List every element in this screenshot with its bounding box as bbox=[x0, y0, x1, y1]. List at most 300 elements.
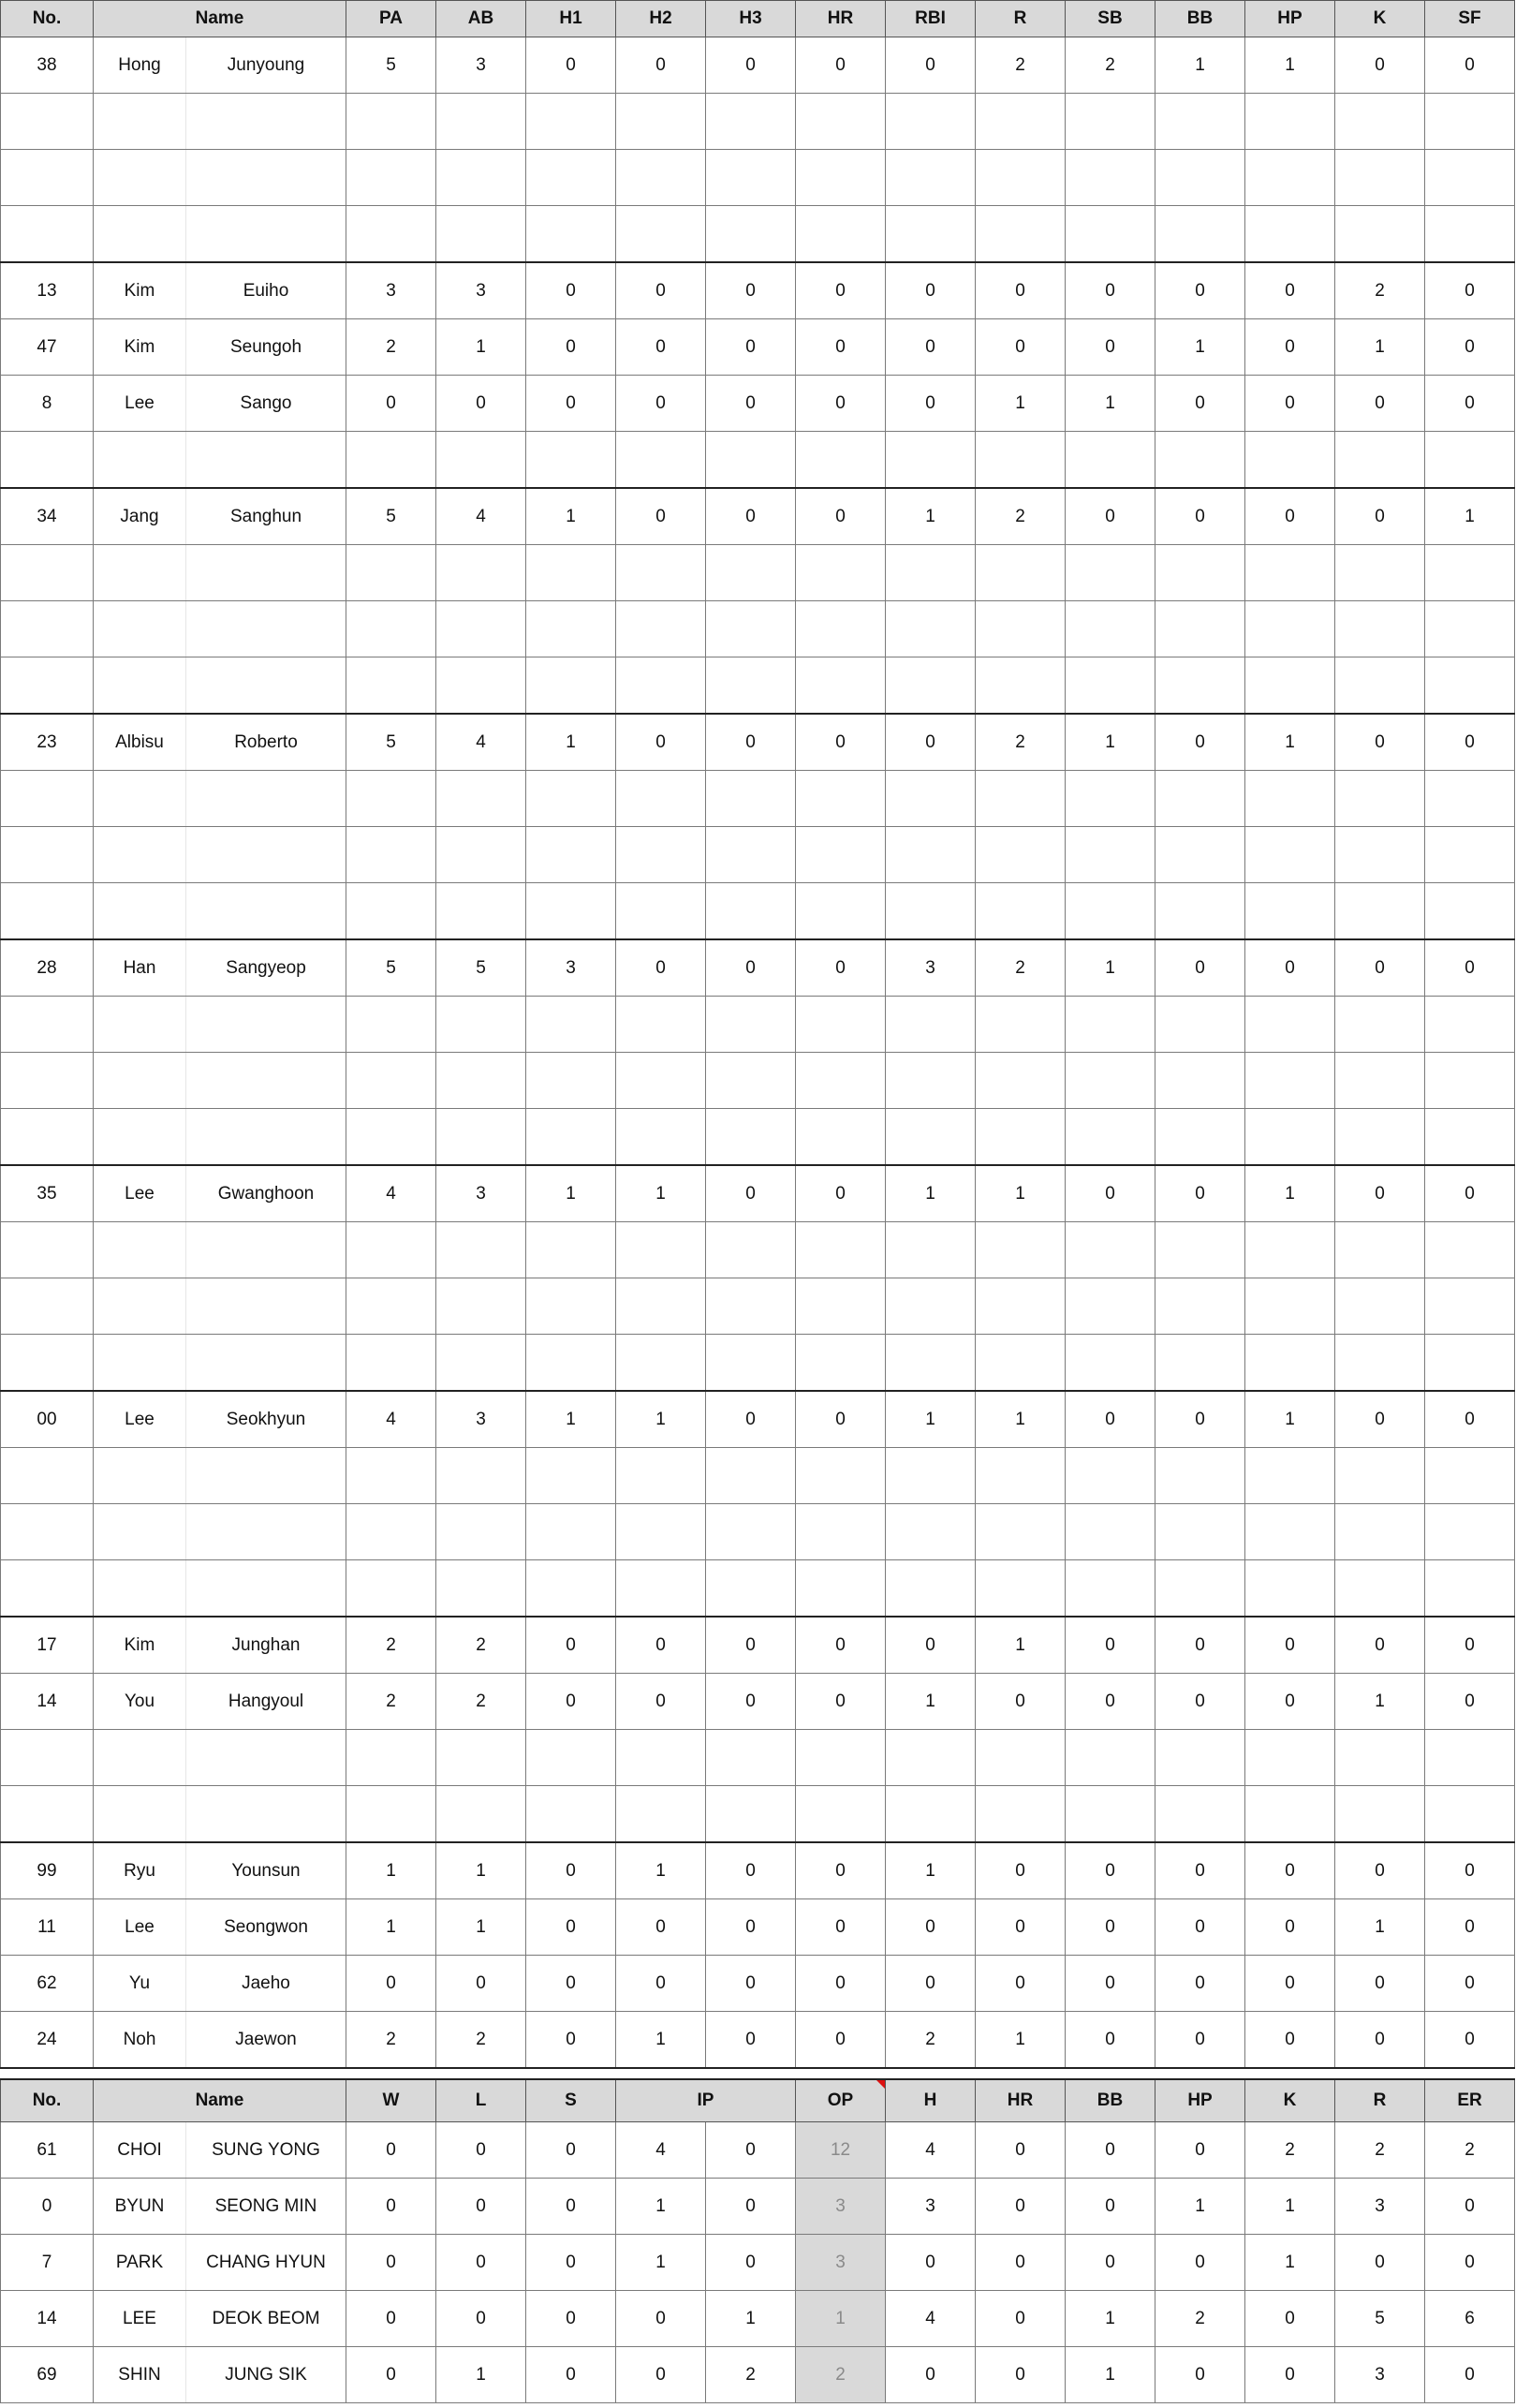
stat-cell[interactable]: 0 bbox=[706, 1899, 796, 1956]
stat-cell[interactable] bbox=[436, 206, 526, 263]
stat-cell[interactable]: 0 bbox=[1155, 488, 1245, 545]
player-lastname-cell[interactable]: Lee bbox=[94, 1391, 186, 1448]
stat-cell[interactable]: 0 bbox=[1425, 1391, 1515, 1448]
stat-cell[interactable] bbox=[706, 883, 796, 940]
stat-cell[interactable]: 0 bbox=[1245, 488, 1335, 545]
player-lastname-cell[interactable]: Ryu bbox=[94, 1842, 186, 1899]
player-firstname-cell[interactable]: Sanghun bbox=[186, 488, 346, 545]
stat-cell[interactable] bbox=[976, 827, 1066, 883]
stat-cell[interactable] bbox=[436, 1335, 526, 1392]
stat-cell[interactable] bbox=[886, 1730, 976, 1786]
stat-cell[interactable]: 1 bbox=[886, 488, 976, 545]
stat-cell[interactable]: 1 bbox=[1245, 714, 1335, 771]
stat-cell[interactable]: 0 bbox=[1425, 1617, 1515, 1674]
stat-cell[interactable] bbox=[1155, 997, 1245, 1053]
player-firstname-cell[interactable] bbox=[186, 545, 346, 601]
stat-cell[interactable]: 0 bbox=[706, 2012, 796, 2069]
player-firstname-cell[interactable] bbox=[186, 1730, 346, 1786]
stat-cell[interactable] bbox=[1425, 94, 1515, 150]
stat-cell[interactable] bbox=[1155, 1730, 1245, 1786]
stat-cell[interactable] bbox=[1066, 150, 1155, 206]
stat-cell[interactable] bbox=[526, 771, 616, 827]
stat-cell[interactable] bbox=[706, 206, 796, 263]
stat-cell[interactable]: 2 bbox=[976, 939, 1066, 997]
stat-cell[interactable] bbox=[616, 883, 706, 940]
pitching-header-op[interactable] bbox=[796, 2079, 886, 2122]
player-number-cell[interactable] bbox=[1, 150, 94, 206]
stat-cell[interactable]: 0 bbox=[796, 2012, 886, 2069]
stat-cell[interactable] bbox=[706, 1504, 796, 1560]
stat-cell[interactable]: 0 bbox=[706, 1674, 796, 1730]
stat-cell[interactable] bbox=[526, 545, 616, 601]
stat-cell[interactable]: 0 bbox=[1425, 319, 1515, 376]
stat-cell[interactable]: 0 bbox=[616, 37, 706, 94]
stat-cell[interactable]: 1 bbox=[526, 1391, 616, 1448]
stat-cell[interactable]: 0 bbox=[1245, 376, 1335, 432]
stat-cell[interactable]: 0 bbox=[616, 714, 706, 771]
pitcher-firstname-cell[interactable]: JUNG SIK bbox=[186, 2347, 346, 2403]
stat-cell[interactable] bbox=[1425, 997, 1515, 1053]
stat-cell[interactable] bbox=[1155, 771, 1245, 827]
stat-cell[interactable] bbox=[976, 1222, 1066, 1278]
stat-cell[interactable] bbox=[1425, 883, 1515, 940]
stat-cell[interactable]: 1 bbox=[1245, 2179, 1335, 2235]
stat-cell[interactable] bbox=[1066, 432, 1155, 489]
stat-cell[interactable]: 1 bbox=[526, 714, 616, 771]
stat-cell[interactable] bbox=[706, 1109, 796, 1166]
stat-cell[interactable]: 0 bbox=[1066, 1617, 1155, 1674]
stat-cell[interactable] bbox=[1335, 94, 1425, 150]
stat-cell[interactable]: 3 bbox=[436, 1165, 526, 1222]
pitching-header-hp[interactable] bbox=[1155, 2079, 1245, 2122]
stat-cell[interactable] bbox=[436, 1222, 526, 1278]
stat-cell[interactable] bbox=[796, 206, 886, 263]
stat-cell[interactable]: 2 bbox=[976, 488, 1066, 545]
stat-cell[interactable] bbox=[616, 1109, 706, 1166]
stat-cell[interactable]: 2 bbox=[976, 37, 1066, 94]
stat-cell[interactable]: 2 bbox=[1155, 2291, 1245, 2347]
stat-cell[interactable]: 1 bbox=[1245, 1391, 1335, 1448]
stat-cell[interactable]: 0 bbox=[706, 714, 796, 771]
player-number-cell[interactable] bbox=[1, 883, 94, 940]
stat-cell[interactable]: 0 bbox=[436, 2235, 526, 2291]
player-lastname-cell[interactable] bbox=[94, 601, 186, 657]
stat-cell[interactable]: 0 bbox=[1155, 376, 1245, 432]
stat-cell[interactable] bbox=[1245, 657, 1335, 715]
stat-cell[interactable]: 0 bbox=[1335, 37, 1425, 94]
player-number-cell[interactable]: 62 bbox=[1, 1956, 94, 2012]
stat-cell[interactable]: 0 bbox=[976, 1674, 1066, 1730]
stat-cell[interactable]: 0 bbox=[526, 319, 616, 376]
stat-cell[interactable]: 0 bbox=[706, 319, 796, 376]
batting-header-no[interactable]: No. bbox=[1, 1, 94, 37]
stat-cell[interactable] bbox=[706, 1786, 796, 1843]
stat-cell[interactable]: 5 bbox=[346, 939, 436, 997]
batting-header-bb[interactable]: BB bbox=[1155, 1, 1245, 37]
player-firstname-cell[interactable] bbox=[186, 1560, 346, 1618]
pitching-header-r[interactable] bbox=[1335, 2079, 1425, 2122]
pitching-header-w[interactable] bbox=[346, 2079, 436, 2122]
player-lastname-cell[interactable]: Hong bbox=[94, 37, 186, 94]
stat-cell[interactable]: 0 bbox=[1335, 1165, 1425, 1222]
stat-cell[interactable] bbox=[436, 883, 526, 940]
stat-cell[interactable]: 0 bbox=[886, 2347, 976, 2403]
stat-cell[interactable]: 1 bbox=[616, 1165, 706, 1222]
stat-cell[interactable] bbox=[706, 1222, 796, 1278]
stat-cell[interactable]: 4 bbox=[886, 2291, 976, 2347]
stat-cell[interactable] bbox=[1335, 1053, 1425, 1109]
stat-cell[interactable] bbox=[526, 206, 616, 263]
stat-cell[interactable]: 1 bbox=[886, 1165, 976, 1222]
player-number-cell[interactable]: 38 bbox=[1, 37, 94, 94]
player-firstname-cell[interactable] bbox=[186, 1786, 346, 1843]
stat-cell[interactable] bbox=[436, 771, 526, 827]
stat-cell[interactable] bbox=[706, 771, 796, 827]
batting-header-pa[interactable]: PA bbox=[346, 1, 436, 37]
stat-cell[interactable] bbox=[976, 1109, 1066, 1166]
stat-cell[interactable] bbox=[706, 432, 796, 489]
stat-cell[interactable] bbox=[1245, 1335, 1335, 1392]
stat-cell[interactable] bbox=[1335, 771, 1425, 827]
stat-cell[interactable] bbox=[886, 657, 976, 715]
pitching-header-bb[interactable] bbox=[1066, 2079, 1155, 2122]
stat-cell[interactable] bbox=[436, 1278, 526, 1335]
stat-cell[interactable] bbox=[526, 1222, 616, 1278]
batting-header-name[interactable]: Name bbox=[94, 1, 346, 37]
op-cell[interactable]: 1 bbox=[796, 2291, 886, 2347]
stat-cell[interactable] bbox=[1245, 432, 1335, 489]
stat-cell[interactable]: 0 bbox=[796, 1899, 886, 1956]
stat-cell[interactable] bbox=[436, 1730, 526, 1786]
stat-cell[interactable]: 1 bbox=[976, 1165, 1066, 1222]
batting-header-hr[interactable]: HR bbox=[796, 1, 886, 37]
player-lastname-cell[interactable] bbox=[94, 1560, 186, 1618]
stat-cell[interactable]: 3 bbox=[886, 939, 976, 997]
stat-cell[interactable] bbox=[886, 1560, 976, 1618]
stat-cell[interactable]: 0 bbox=[886, 262, 976, 319]
stat-cell[interactable]: 2 bbox=[1335, 262, 1425, 319]
stat-cell[interactable]: 0 bbox=[1425, 1165, 1515, 1222]
stat-cell[interactable]: 2 bbox=[1245, 2122, 1335, 2179]
stat-cell[interactable]: 0 bbox=[616, 488, 706, 545]
stat-cell[interactable] bbox=[976, 601, 1066, 657]
batting-header-k[interactable]: K bbox=[1335, 1, 1425, 37]
stat-cell[interactable] bbox=[1066, 545, 1155, 601]
stat-cell[interactable] bbox=[1245, 94, 1335, 150]
player-firstname-cell[interactable] bbox=[186, 1222, 346, 1278]
stat-cell[interactable] bbox=[796, 1335, 886, 1392]
stat-cell[interactable]: 0 bbox=[616, 939, 706, 997]
stat-cell[interactable]: 0 bbox=[1245, 262, 1335, 319]
player-number-cell[interactable] bbox=[1, 206, 94, 263]
stat-cell[interactable] bbox=[346, 1786, 436, 1843]
stat-cell[interactable]: 1 bbox=[1066, 714, 1155, 771]
stat-cell[interactable] bbox=[886, 1109, 976, 1166]
stat-cell[interactable] bbox=[346, 1504, 436, 1560]
player-number-cell[interactable]: 24 bbox=[1, 2012, 94, 2069]
stat-cell[interactable]: 3 bbox=[346, 262, 436, 319]
stat-cell[interactable] bbox=[1066, 1504, 1155, 1560]
op-cell[interactable]: 3 bbox=[796, 2235, 886, 2291]
player-lastname-cell[interactable] bbox=[94, 1278, 186, 1335]
stat-cell[interactable] bbox=[436, 1109, 526, 1166]
stat-cell[interactable] bbox=[796, 545, 886, 601]
stat-cell[interactable]: 0 bbox=[1066, 262, 1155, 319]
player-firstname-cell[interactable] bbox=[186, 1335, 346, 1392]
batting-header-sf[interactable]: SF bbox=[1425, 1, 1515, 37]
stat-cell[interactable]: 0 bbox=[706, 2122, 796, 2179]
stat-cell[interactable] bbox=[1335, 1109, 1425, 1166]
player-number-cell[interactable] bbox=[1, 657, 94, 715]
stat-cell[interactable]: 0 bbox=[1245, 319, 1335, 376]
stat-cell[interactable] bbox=[1425, 432, 1515, 489]
stat-cell[interactable]: 3 bbox=[436, 37, 526, 94]
stat-cell[interactable] bbox=[1245, 1786, 1335, 1843]
stat-cell[interactable] bbox=[1155, 1109, 1245, 1166]
stat-cell[interactable]: 0 bbox=[886, 1899, 976, 1956]
stat-cell[interactable] bbox=[616, 206, 706, 263]
player-firstname-cell[interactable]: Jaeho bbox=[186, 1956, 346, 2012]
stat-cell[interactable] bbox=[526, 1109, 616, 1166]
player-lastname-cell[interactable] bbox=[94, 827, 186, 883]
stat-cell[interactable] bbox=[886, 771, 976, 827]
player-firstname-cell[interactable]: Seungoh bbox=[186, 319, 346, 376]
stat-cell[interactable] bbox=[1066, 1109, 1155, 1166]
stat-cell[interactable]: 0 bbox=[706, 939, 796, 997]
stat-cell[interactable] bbox=[436, 94, 526, 150]
stat-cell[interactable] bbox=[886, 1278, 976, 1335]
stat-cell[interactable] bbox=[526, 1786, 616, 1843]
stat-cell[interactable] bbox=[346, 1560, 436, 1618]
stat-cell[interactable]: 0 bbox=[1425, 1899, 1515, 1956]
stat-cell[interactable]: 0 bbox=[976, 2235, 1066, 2291]
player-firstname-cell[interactable]: Junghan bbox=[186, 1617, 346, 1674]
stat-cell[interactable]: 0 bbox=[1335, 488, 1425, 545]
player-lastname-cell[interactable] bbox=[94, 545, 186, 601]
stat-cell[interactable]: 1 bbox=[436, 319, 526, 376]
stat-cell[interactable]: 2 bbox=[436, 2012, 526, 2069]
stat-cell[interactable]: 0 bbox=[1155, 1674, 1245, 1730]
player-lastname-cell[interactable]: Lee bbox=[94, 376, 186, 432]
stat-cell[interactable]: 0 bbox=[1066, 1842, 1155, 1899]
stat-cell[interactable] bbox=[886, 883, 976, 940]
stat-cell[interactable] bbox=[1425, 1053, 1515, 1109]
stat-cell[interactable] bbox=[616, 94, 706, 150]
stat-cell[interactable]: 5 bbox=[346, 714, 436, 771]
stat-cell[interactable]: 0 bbox=[1335, 714, 1425, 771]
stat-cell[interactable]: 0 bbox=[526, 1842, 616, 1899]
player-firstname-cell[interactable] bbox=[186, 1448, 346, 1504]
stat-cell[interactable] bbox=[616, 1222, 706, 1278]
pitcher-number-cell[interactable]: 69 bbox=[1, 2347, 94, 2403]
stat-cell[interactable] bbox=[1245, 1222, 1335, 1278]
stat-cell[interactable]: 3 bbox=[436, 262, 526, 319]
stat-cell[interactable] bbox=[1155, 1053, 1245, 1109]
player-lastname-cell[interactable] bbox=[94, 1786, 186, 1843]
player-lastname-cell[interactable]: Jang bbox=[94, 488, 186, 545]
stat-cell[interactable]: 0 bbox=[796, 376, 886, 432]
stat-cell[interactable] bbox=[976, 150, 1066, 206]
stat-cell[interactable]: 0 bbox=[1066, 1391, 1155, 1448]
stat-cell[interactable]: 0 bbox=[796, 319, 886, 376]
stat-cell[interactable]: 0 bbox=[1245, 1956, 1335, 2012]
stat-cell[interactable]: 0 bbox=[706, 1391, 796, 1448]
player-number-cell[interactable] bbox=[1, 771, 94, 827]
stat-cell[interactable]: 0 bbox=[1066, 1899, 1155, 1956]
stat-cell[interactable] bbox=[1155, 1335, 1245, 1392]
stat-cell[interactable]: 0 bbox=[1066, 2179, 1155, 2235]
stat-cell[interactable]: 0 bbox=[1425, 1956, 1515, 2012]
stat-cell[interactable] bbox=[1335, 1448, 1425, 1504]
player-firstname-cell[interactable]: Gwanghoon bbox=[186, 1165, 346, 1222]
stat-cell[interactable] bbox=[706, 1448, 796, 1504]
player-lastname-cell[interactable]: Kim bbox=[94, 319, 186, 376]
stat-cell[interactable] bbox=[526, 1560, 616, 1618]
stat-cell[interactable] bbox=[346, 1222, 436, 1278]
stat-cell[interactable] bbox=[796, 1786, 886, 1843]
stat-cell[interactable]: 1 bbox=[616, 1842, 706, 1899]
stat-cell[interactable] bbox=[526, 1504, 616, 1560]
stat-cell[interactable]: 0 bbox=[1066, 319, 1155, 376]
stat-cell[interactable] bbox=[1155, 432, 1245, 489]
stat-cell[interactable] bbox=[796, 827, 886, 883]
stat-cell[interactable] bbox=[346, 432, 436, 489]
stat-cell[interactable] bbox=[1245, 206, 1335, 263]
stat-cell[interactable]: 3 bbox=[526, 939, 616, 997]
stat-cell[interactable] bbox=[346, 206, 436, 263]
stat-cell[interactable]: 0 bbox=[706, 1842, 796, 1899]
stat-cell[interactable]: 2 bbox=[976, 714, 1066, 771]
player-lastname-cell[interactable]: Albisu bbox=[94, 714, 186, 771]
stat-cell[interactable]: 0 bbox=[346, 2235, 436, 2291]
pitching-header-hr[interactable] bbox=[976, 2079, 1066, 2122]
stat-cell[interactable] bbox=[886, 150, 976, 206]
stat-cell[interactable] bbox=[1425, 1448, 1515, 1504]
stat-cell[interactable]: 0 bbox=[886, 1956, 976, 2012]
stat-cell[interactable]: 0 bbox=[1425, 2235, 1515, 2291]
stat-cell[interactable] bbox=[796, 94, 886, 150]
player-lastname-cell[interactable] bbox=[94, 432, 186, 489]
stat-cell[interactable] bbox=[1066, 657, 1155, 715]
stat-cell[interactable] bbox=[1245, 1560, 1335, 1618]
stat-cell[interactable]: 0 bbox=[1155, 2347, 1245, 2403]
stat-cell[interactable] bbox=[346, 827, 436, 883]
stat-cell[interactable] bbox=[346, 883, 436, 940]
player-firstname-cell[interactable]: Junyoung bbox=[186, 37, 346, 94]
player-number-cell[interactable] bbox=[1, 1504, 94, 1560]
stat-cell[interactable] bbox=[1425, 206, 1515, 263]
stat-cell[interactable] bbox=[1066, 206, 1155, 263]
stat-cell[interactable] bbox=[436, 545, 526, 601]
player-lastname-cell[interactable] bbox=[94, 1504, 186, 1560]
stat-cell[interactable] bbox=[1155, 545, 1245, 601]
stat-cell[interactable]: 0 bbox=[796, 939, 886, 997]
stat-cell[interactable] bbox=[796, 1504, 886, 1560]
stat-cell[interactable]: 0 bbox=[796, 1842, 886, 1899]
stat-cell[interactable] bbox=[706, 827, 796, 883]
batting-header-h1[interactable]: H1 bbox=[526, 1, 616, 37]
stat-cell[interactable] bbox=[616, 1560, 706, 1618]
player-number-cell[interactable] bbox=[1, 432, 94, 489]
stat-cell[interactable] bbox=[1335, 1222, 1425, 1278]
stat-cell[interactable] bbox=[886, 1786, 976, 1843]
stat-cell[interactable]: 2 bbox=[436, 1674, 526, 1730]
stat-cell[interactable]: 0 bbox=[1425, 376, 1515, 432]
player-number-cell[interactable] bbox=[1, 1448, 94, 1504]
stat-cell[interactable] bbox=[706, 545, 796, 601]
stat-cell[interactable]: 0 bbox=[1245, 1899, 1335, 1956]
stat-cell[interactable] bbox=[976, 1448, 1066, 1504]
stat-cell[interactable] bbox=[976, 657, 1066, 715]
player-number-cell[interactable]: 11 bbox=[1, 1899, 94, 1956]
stat-cell[interactable] bbox=[1335, 827, 1425, 883]
stat-cell[interactable] bbox=[436, 1448, 526, 1504]
stat-cell[interactable] bbox=[1155, 883, 1245, 940]
stat-cell[interactable] bbox=[616, 1053, 706, 1109]
stat-cell[interactable]: 3 bbox=[886, 2179, 976, 2235]
stat-cell[interactable]: 0 bbox=[616, 2291, 706, 2347]
stat-cell[interactable] bbox=[976, 1278, 1066, 1335]
stat-cell[interactable]: 2 bbox=[1066, 37, 1155, 94]
player-number-cell[interactable] bbox=[1, 1222, 94, 1278]
stat-cell[interactable]: 0 bbox=[976, 2179, 1066, 2235]
stat-cell[interactable]: 2 bbox=[346, 1674, 436, 1730]
stat-cell[interactable] bbox=[886, 827, 976, 883]
stat-cell[interactable] bbox=[1066, 1560, 1155, 1618]
stat-cell[interactable]: 0 bbox=[1155, 714, 1245, 771]
stat-cell[interactable]: 0 bbox=[706, 262, 796, 319]
stat-cell[interactable]: 0 bbox=[706, 1617, 796, 1674]
player-number-cell[interactable] bbox=[1, 827, 94, 883]
stat-cell[interactable]: 1 bbox=[976, 2012, 1066, 2069]
stat-cell[interactable]: 2 bbox=[346, 1617, 436, 1674]
player-number-cell[interactable]: 34 bbox=[1, 488, 94, 545]
stat-cell[interactable] bbox=[1155, 1278, 1245, 1335]
stat-cell[interactable]: 0 bbox=[1155, 1617, 1245, 1674]
stat-cell[interactable]: 0 bbox=[1335, 1617, 1425, 1674]
stat-cell[interactable]: 0 bbox=[1335, 1842, 1425, 1899]
stat-cell[interactable]: 0 bbox=[346, 2347, 436, 2403]
player-lastname-cell[interactable] bbox=[94, 1222, 186, 1278]
stat-cell[interactable] bbox=[616, 1786, 706, 1843]
stat-cell[interactable] bbox=[346, 997, 436, 1053]
stat-cell[interactable]: 0 bbox=[1155, 2235, 1245, 2291]
batting-header-h2[interactable]: H2 bbox=[616, 1, 706, 37]
stat-cell[interactable] bbox=[976, 1730, 1066, 1786]
stat-cell[interactable] bbox=[436, 827, 526, 883]
stat-cell[interactable] bbox=[1335, 883, 1425, 940]
player-firstname-cell[interactable] bbox=[186, 1053, 346, 1109]
stat-cell[interactable]: 0 bbox=[616, 2347, 706, 2403]
stat-cell[interactable] bbox=[886, 206, 976, 263]
stat-cell[interactable]: 0 bbox=[796, 1674, 886, 1730]
stat-cell[interactable] bbox=[346, 150, 436, 206]
player-firstname-cell[interactable]: Jaewon bbox=[186, 2012, 346, 2069]
stat-cell[interactable]: 1 bbox=[436, 2347, 526, 2403]
stat-cell[interactable]: 0 bbox=[1425, 1842, 1515, 1899]
stat-cell[interactable] bbox=[706, 1560, 796, 1618]
stat-cell[interactable] bbox=[796, 432, 886, 489]
stat-cell[interactable] bbox=[886, 1053, 976, 1109]
stat-cell[interactable] bbox=[526, 1053, 616, 1109]
stat-cell[interactable] bbox=[1155, 1560, 1245, 1618]
player-number-cell[interactable] bbox=[1, 1560, 94, 1618]
stat-cell[interactable]: 1 bbox=[436, 1899, 526, 1956]
stat-cell[interactable] bbox=[1155, 206, 1245, 263]
stat-cell[interactable] bbox=[616, 150, 706, 206]
stat-cell[interactable]: 0 bbox=[616, 376, 706, 432]
stat-cell[interactable] bbox=[1155, 827, 1245, 883]
